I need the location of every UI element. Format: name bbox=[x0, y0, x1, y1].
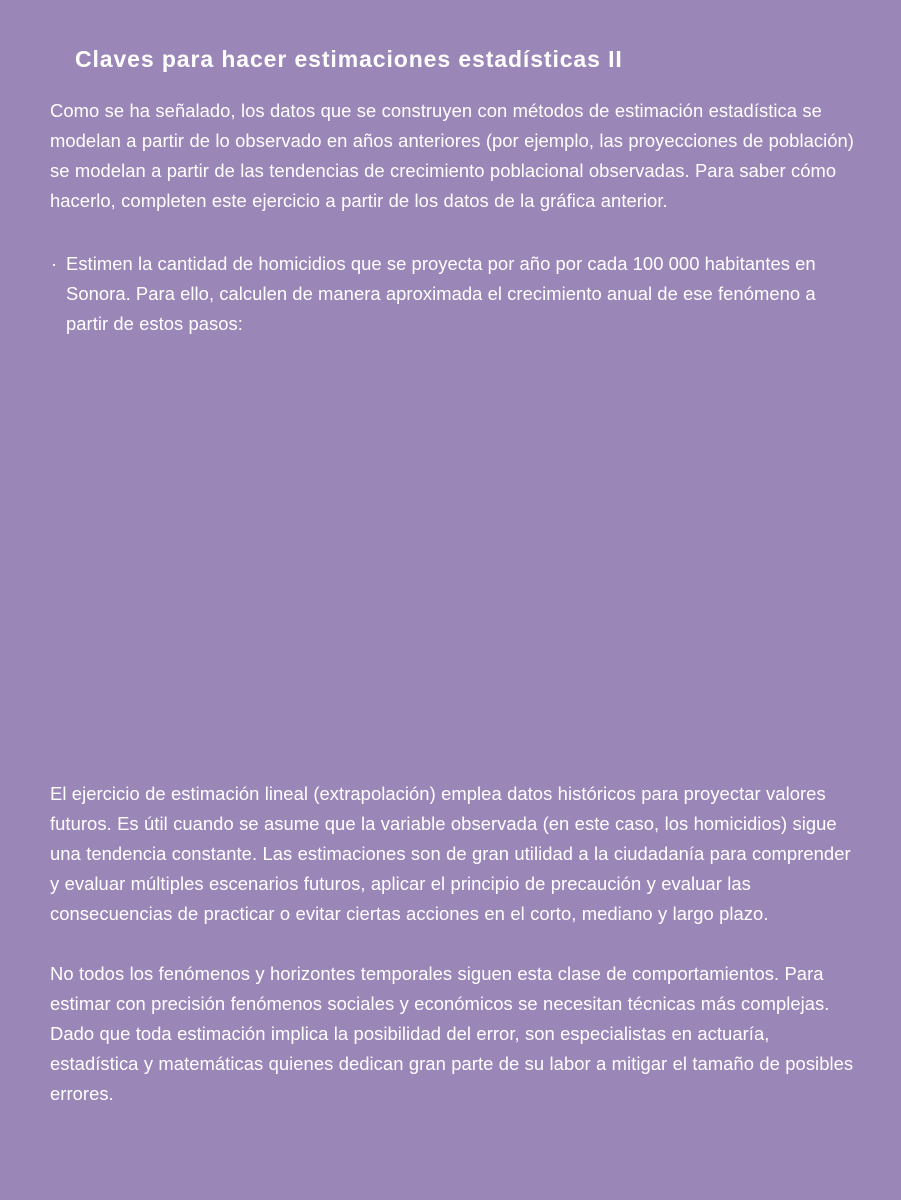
bullet-item-label: Estimen la cantidad de homicidios que se proyecta por año por cada 100 000 habitantes en Sonora. Para ello, calculen de manera aproximada el crecimiento anual de ese fenómeno a partir de estos pasos: bbox=[66, 253, 816, 334]
intro-paragraph: Como se ha señalado, los datos que se construyen con métodos de estimación estadística se modelan a partir de lo observado en años anteriores (por ejemplo, las proyecciones de población) se modelan a partir de las tendencias de crecimiento poblacional observadas. Para saber cómo hacerlo, completen este ejercicio a partir de los datos de la gráfica anterior. bbox=[50, 100, 854, 211]
instruction-bullet-list bbox=[50, 249, 860, 339]
bullet-dot-icon: · bbox=[51, 253, 58, 274]
page-title: Claves para hacer estimaciones estadísticas II bbox=[75, 46, 623, 73]
page-content bbox=[50, 96, 860, 1109]
closing-text-block bbox=[50, 779, 860, 1109]
list-item bbox=[50, 249, 860, 339]
blank-work-area[interactable] bbox=[50, 339, 860, 779]
closing-paragraph-2: No todos los fenómenos y horizontes temporales siguen esta clase de comportamientos. Para estimar con precisión fenómenos sociales y económicos se necesitan técnicas más complejas. Dado que toda estimación implica la posibilidad del error, son especialistas en actuaría, estadística y matemáticas quienes dedican gran parte de su labor a mitigar el tamaño de posibles errores. bbox=[50, 963, 854, 1104]
closing-paragraph-1: El ejercicio de estimación lineal (extrapolación) emplea datos históricos para proyectar valores futuros. Es útil cuando se asume que la variable observada (en este caso, los homicidios) sigue una tendencia constante. Las estimaciones son de gran utilidad a la ciudadanía para comprender y evaluar múltiples escenarios futuros, aplicar el principio de precaución y evaluar las consecuencias de practicar o evitar ciertas acciones en el corto, mediano y largo plazo. bbox=[50, 783, 851, 924]
